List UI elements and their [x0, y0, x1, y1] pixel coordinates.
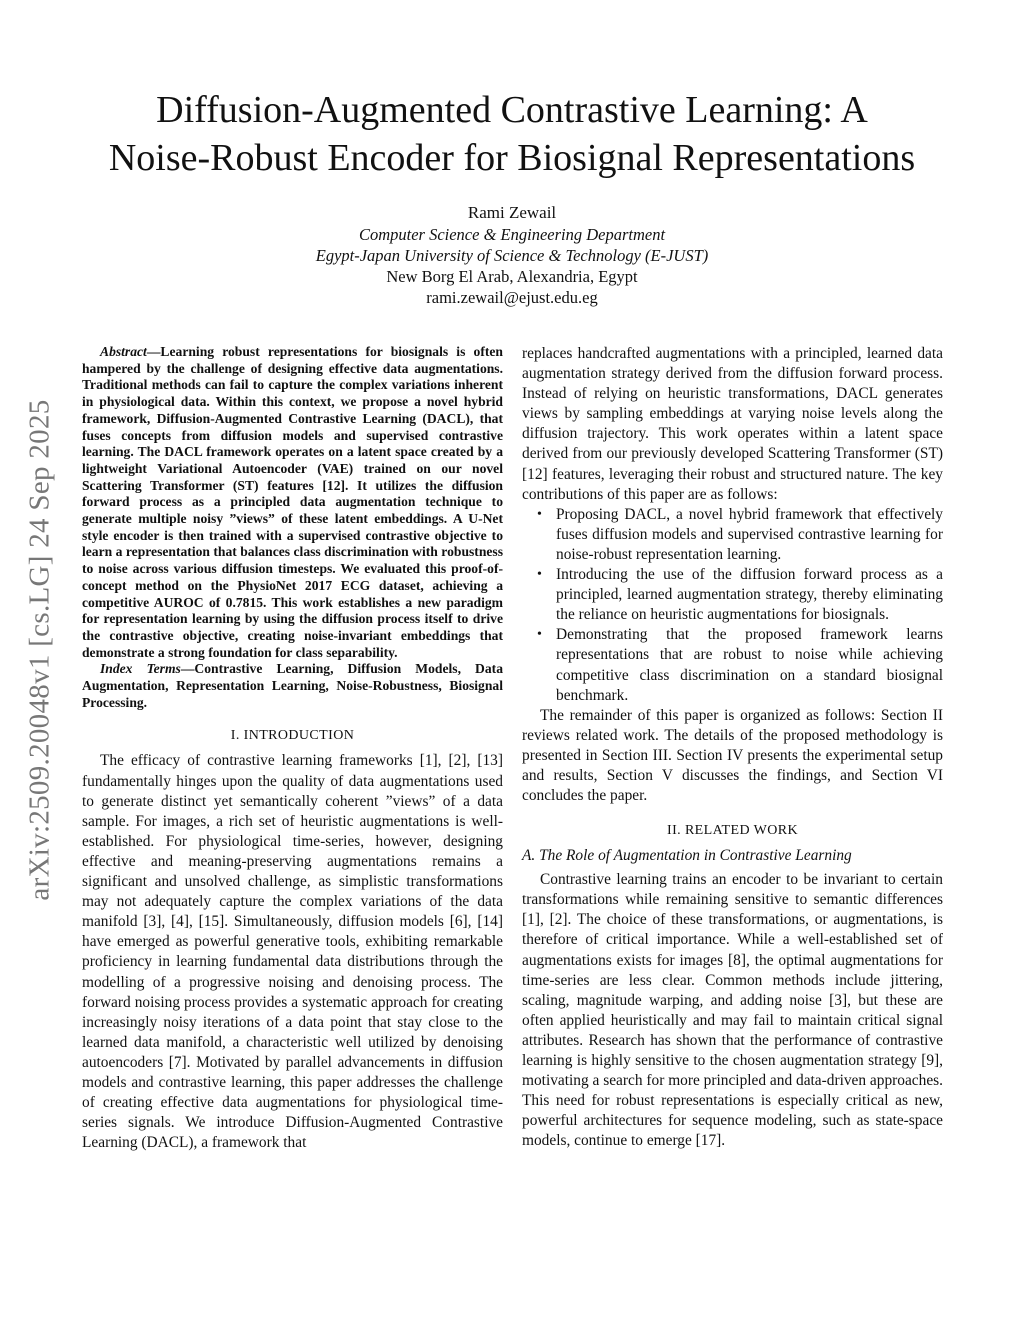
- intro-paragraph-2: The remainder of this paper is organized as follows: Section II reviews related work. The details of the proposed methodology is presented in Section III. Section IV presents the experimental setup and results, Section V discusses the findings, and Section VI concludes the paper.: [522, 706, 943, 805]
- bullet-icon: •: [537, 567, 542, 583]
- bullet-icon: •: [537, 627, 542, 643]
- author-block: [160, 202, 864, 308]
- author-email: rami.zewail@ejust.edu.eg: [426, 288, 598, 307]
- contribution-text: Demonstrating that the proposed framework learns representations that are robust to noise while achieving competitive class discrimination on a standard biosignal benchmark.: [556, 626, 943, 704]
- contribution-text: Proposing DACL, a novel hybrid framework that effectively fuses diffusion models and supervised contrastive learning for noise-robust representation learning.: [556, 505, 943, 563]
- paper-title: [60, 86, 964, 182]
- subsection-heading-augmentation: A. The Role of Augmentation in Contrastive Learning: [522, 847, 852, 865]
- abstract-text: —Learning robust representations for biosignals is often hampered by the challenge of designing effective data augmentations. Traditional methods can fail to capture the complex variations inherent in physiological data. Within this context, we propose a novel hybrid framework, Diffusion-Augmented Contrastive Learning (DACL), that fuses concepts from diffusion models and supervised contrastive learning. The DACL framework operates on a latent space created by a lightweight Variational Autoencoder (VAE) trained on our novel Scattering Transformer (ST) features [12]. It utilizes the diffusion forward process as a principled data augmentation technique to generate multiple noisy ”views” of these latent embeddings. A U-Net style encoder is then trained with a supervised contrastive objective to learn a representation that balances class discrimination with robustness to noise across various diffusion timesteps. We evaluated this proof-of-concept method on the PhysioNet 2017 ECG dataset, achieving a competitive AUROC of 0.7815. This work establishes a new paradigm for representation learning by using the diffusion process itself to drive the contrastive objective, creating noise-invariant embeddings that demonstrate a strong foundation for class separability.: [82, 344, 503, 660]
- left-column: [82, 344, 503, 1153]
- section-heading-introduction: I. INTRODUCTION: [230, 728, 355, 744]
- bullet-icon: •: [537, 506, 542, 522]
- intro-paragraph-1-continued: replaces handcrafted augmentations with a principled, learned data augmentation strategy derived from the diffusion forward process. Instead of relying on heuristic transformations, DACL generates views by sampling embeddings at varying noise levels along the diffusion trajectory. This work operates within a latent space derived from our previously developed Scattering Transformer (ST) [12] features, leveraging their robust and structured nature. The key contributions of this paper are as follows:: [522, 345, 943, 503]
- contributions-list: [522, 505, 943, 706]
- arxiv-stamp-text: arXiv:2509.20048v1 [cs.LG] 24 Sep 2025: [23, 399, 56, 901]
- related-paragraph-1: Contrastive learning trains an encoder to be invariant to certain transformations while remaining sensitive to semantic differences [1], [2]. The choice of these transformations, or augmentations, is therefore of critical importance. While a well-established set of augmentations exists for images [8], the optimal augmentations for time-series are less clear. Common methods include jittering, scaling, magnitude warping, and adding noise [3], but these are often applied heuristically and may fail to maintain critical signal attributes. Research has shown that the performance of contrastive learning is highly sensitive to the chosen augmentation strategy [9], motivating a search for more principled and data-driven approaches. This need for robust representations is especially critical as new, powerful architectures for sequence modeling, such as state-space models, continue to emerge [17].: [522, 871, 943, 1150]
- contribution-text: Introducing the use of the diffusion forward process as a principled, learned augmentation strategy, thereby eliminating the reliance on heuristic augmentations for biosignals.: [556, 566, 943, 624]
- author-name: Rami Zewail: [467, 203, 557, 222]
- index-terms: [82, 661, 503, 711]
- abstract-lead: Abstract: [100, 344, 147, 359]
- abstract: [82, 344, 503, 661]
- author-university: Egypt-Japan University of Science & Technology (E-JUST): [315, 246, 709, 265]
- intro-paragraph-1: The efficacy of contrastive learning frameworks [1], [2], [13] fundamentally hinges upon the quality of data augmentations used to generate distinct yet semantically coherent ”views” of a data sample. For images, a rich set of heuristic augmentations is well-established. For physiological time-series, however, designing effective and meaning-preserving augmentations remains a significant and unsolved challenge, as simplistic transformations may not adequately capture the complex variations of the data manifold [3], [4], [15]. Simultaneously, diffusion models [6], [14] have emerged as powerful generative tools, exhibiting remarkable proficiency in learning fundamental data distributions through the modelling of a progressive noising and denoising process. The forward noising process provides a systematic approach for creating increasingly noisy iterations of a data point that stay close to the learned data manifold, a characteristic well utilized by denoising autoencoders [7]. Motivated by parallel advancements in diffusion models and contrastive learning, this paper addresses the challenge of creating effective data augmentations for physiological time-series signals. We introduce Diffusion-Augmented Contrastive Learning (DACL), a framework that: [82, 752, 503, 1152]
- list-item: [537, 505, 943, 565]
- right-column: [522, 344, 943, 1151]
- index-terms-text: —Contrastive Learning, Diffusion Models, Data Augmentation, Representation Learning, Noise-Robustness, Biosignal Processing.: [82, 661, 503, 710]
- author-department: Computer Science & Engineering Department: [358, 225, 666, 244]
- list-item: [537, 565, 943, 625]
- title-line-2: Noise-Robust Encoder for Biosignal Representations: [108, 137, 916, 179]
- list-item: [537, 625, 943, 705]
- title-line-1: Diffusion-Augmented Contrastive Learning: A: [156, 89, 868, 131]
- section-heading-related-work: II. RELATED WORK: [667, 823, 798, 839]
- author-location: New Borg El Arab, Alexandria, Egypt: [386, 267, 638, 286]
- index-terms-lead: Index Terms: [100, 661, 181, 677]
